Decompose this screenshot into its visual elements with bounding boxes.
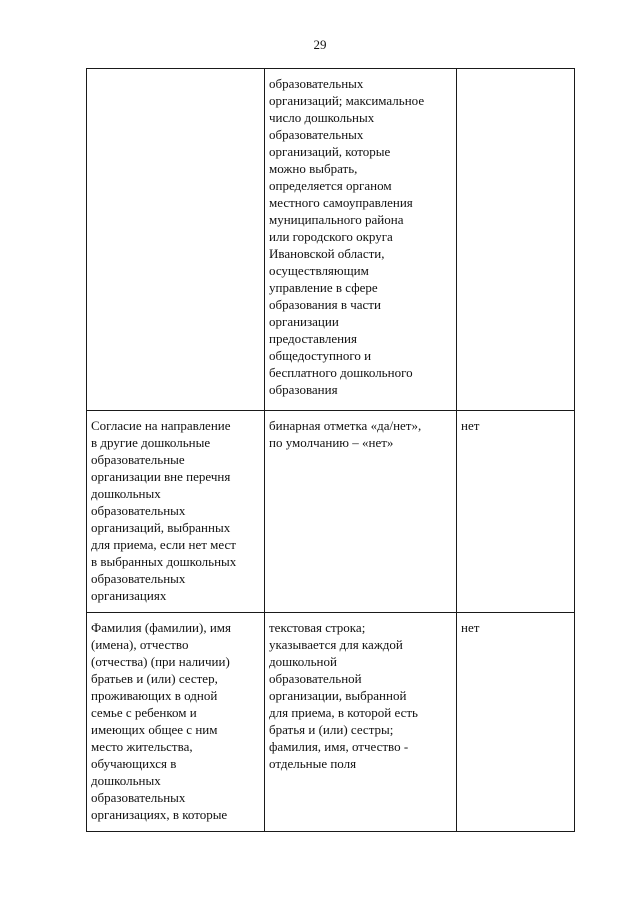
page-number: 29 <box>313 37 327 52</box>
field-required-cell: нет <box>457 613 575 832</box>
table-row <box>87 411 575 613</box>
field-description-cell: образовательных организаций; максимальное число дошкольных образовательных организаций, которые можно выбрать, определяется органом местного самоуправления муниципального района или городского округа Ивановской области, осуществляющим управление в сфере образования в части организации предоставления общедоступного и бесплатного дошкольного образования <box>265 69 457 411</box>
field-name-cell <box>87 69 265 411</box>
field-name-cell: Согласие на направление в другие дошкольные образовательные организации вне перечня дошкольных образовательных организаций, выбранных для приема, если нет мест в выбранных дошкольных образовательных организациях <box>87 411 265 613</box>
field-description-cell: бинарная отметка «да/нет», по умолчанию – «нет» <box>265 411 457 613</box>
table-row <box>87 613 575 832</box>
field-required-cell: нет <box>457 411 575 613</box>
field-required-cell <box>457 69 575 411</box>
table-row <box>87 69 575 411</box>
field-description-cell: текстовая строка; указывается для каждой дошкольной образовательной организации, выбранной для приема, в которой есть братья и (или) сестры; фамилия, имя, отчество - отдельные поля <box>265 613 457 832</box>
field-name-cell: Фамилия (фамилии), имя (имена), отчество (отчества) (при наличии) братьев и (или) сестер, проживающих в одной семье с ребенком и имеющих общее с ним место жительства, обучающихся в дошкольных образовательных организациях, в которые <box>87 613 265 832</box>
data-fields-table <box>86 68 575 832</box>
